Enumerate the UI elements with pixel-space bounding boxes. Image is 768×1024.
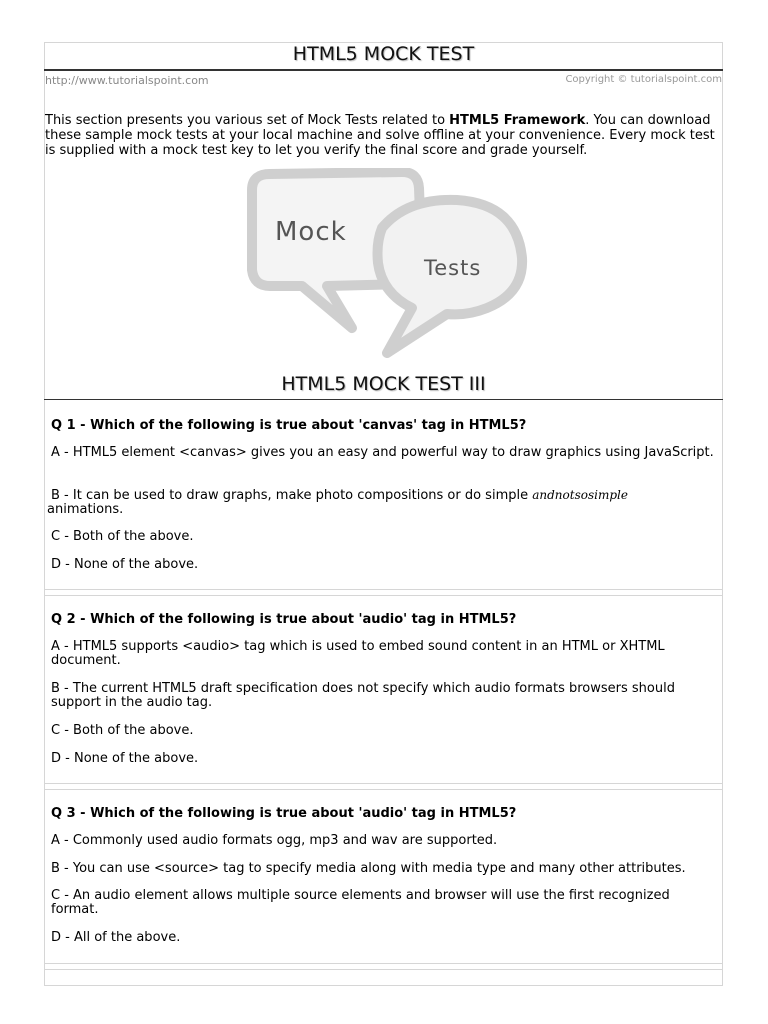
- intro-text-end: . You can download these sample mock tests at your local machine and solve offline at your convenience. Every mock test is supplied with a mock test key to let you verify the final score and grade yourself.: [45, 113, 715, 158]
- option-d: D - None of the above.: [51, 751, 199, 766]
- title-divider: [44, 69, 723, 71]
- question-separator: [44, 969, 723, 970]
- option-b-text-end: animations.: [47, 502, 124, 517]
- question-text: Q 1 - Which of the following is true about 'canvas' tag in HTML5?: [51, 418, 527, 433]
- question-text: Q 3 - Which of the following is true about 'audio' tag in HTML5?: [51, 806, 517, 821]
- option-a: A - HTML5 element <canvas> gives you an easy and powerful way to draw graphics using JavaScript.: [51, 445, 714, 460]
- intro-bold-term: HTML5 Framework: [449, 113, 586, 128]
- option-a: A - Commonly used audio formats ogg, mp3 and wav are supported.: [51, 833, 498, 848]
- question-block-2: [44, 595, 723, 784]
- intro-paragraph: [45, 113, 725, 158]
- page-title: HTML5 MOCK TEST: [292, 43, 475, 65]
- option-c: C - An audio element allows multiple source elements and browser will use the first recognized format.: [51, 888, 670, 917]
- header-copyright: Copyright © tutorialspoint.com: [565, 74, 722, 85]
- header-url[interactable]: http://www.tutorialspoint.com: [45, 74, 209, 87]
- option-b: B - You can use <source> tag to specify media along with media type and many other attributes.: [51, 861, 686, 876]
- intro-text-start: This section presents you various set of Mock Tests related to: [45, 113, 450, 128]
- question-text: Q 2 - Which of the following is true about 'audio' tag in HTML5?: [51, 612, 517, 627]
- option-d: D - All of the above.: [51, 930, 181, 945]
- option-b: B - The current HTML5 draft specification does not specify which audio formats browsers should support in the audio tag.: [51, 681, 675, 710]
- option-b: [47, 488, 716, 517]
- option-b-text: B - It can be used to draw graphs, make photo compositions or do simple: [51, 488, 533, 503]
- logo-word-tests: Tests: [424, 256, 482, 280]
- option-c: C - Both of the above.: [51, 529, 194, 544]
- question-block-3: [44, 789, 723, 964]
- question-block-1: [44, 401, 723, 590]
- option-d: D - None of the above.: [51, 557, 199, 572]
- option-c: C - Both of the above.: [51, 723, 194, 738]
- logo-word-mock: Mock: [275, 217, 347, 247]
- mock-tests-logo: [232, 168, 532, 363]
- option-b-italic: andnotsosimple: [532, 488, 628, 502]
- option-a: A - HTML5 supports <audio> tag which is used to embed sound content in an HTML or XHTML document.: [51, 639, 665, 668]
- section-title: HTML5 MOCK TEST III: [281, 373, 486, 395]
- section-divider: [44, 399, 723, 400]
